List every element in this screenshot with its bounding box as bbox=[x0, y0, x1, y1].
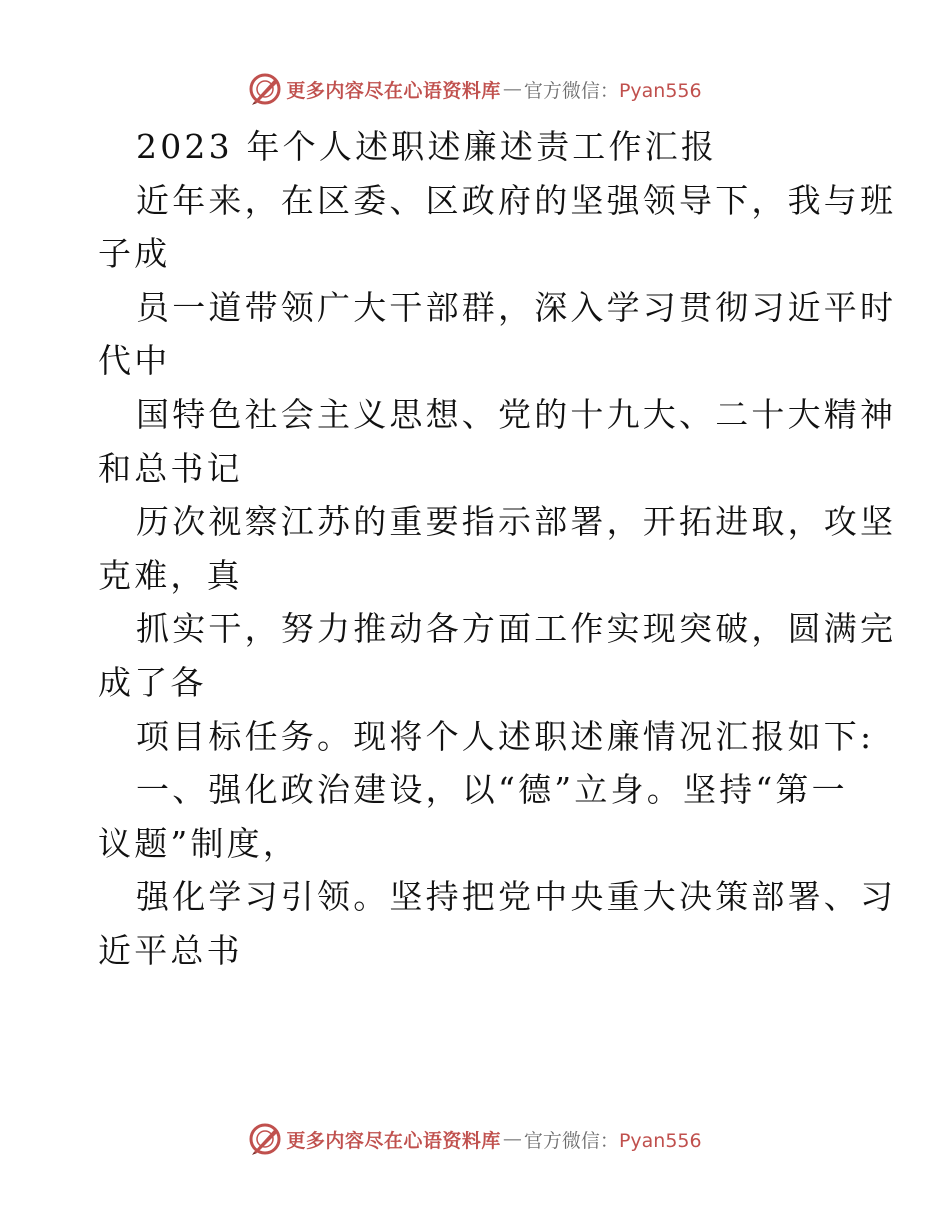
writing-pen-logo-icon bbox=[248, 1122, 282, 1156]
watermark-contact-id: Pyan556 bbox=[618, 1129, 702, 1152]
paragraph-line: 成了各 bbox=[98, 662, 207, 702]
paragraph-line: 代中 bbox=[98, 341, 171, 381]
watermark-text: 更多内容尽在心语资料库 bbox=[286, 1129, 501, 1152]
watermark-text: 更多内容尽在心语资料库 bbox=[286, 79, 501, 102]
watermark-separator: — bbox=[502, 1128, 522, 1150]
paragraph-line: 国特色社会主义思想、党的十九大、二十大精神 bbox=[136, 394, 897, 434]
writing-pen-logo-icon bbox=[248, 72, 282, 106]
watermark-contact-label: 官方微信： bbox=[523, 1129, 619, 1152]
paragraph-line: 员一道带领广大干部群，深入学习贯彻习近平时 bbox=[136, 287, 897, 327]
paragraph-line: 项目标任务。现将个人述职述廉情况汇报如下: bbox=[136, 716, 875, 756]
footer-watermark bbox=[0, 1122, 950, 1156]
paragraph-line: 历次视察江苏的重要指示部署，开拓进取，攻坚 bbox=[136, 502, 897, 542]
paragraph-line: 近年来，在区委、区政府的坚强领导下，我与班 bbox=[136, 180, 897, 220]
document-body bbox=[98, 120, 897, 978]
paragraph-line: 强化学习引领。坚持把党中央重大决策部署、习 bbox=[136, 877, 897, 917]
watermark-separator: — bbox=[502, 78, 522, 100]
paragraph-line: 近平总书 bbox=[98, 930, 243, 970]
paragraph-line: 克难，真 bbox=[98, 555, 243, 595]
document-title: 2023 年个人述职述廉述责工作汇报 bbox=[136, 127, 718, 166]
watermark-contact-id: Pyan556 bbox=[618, 79, 702, 102]
paragraph-line: 子成 bbox=[98, 234, 171, 274]
watermark-contact bbox=[524, 76, 702, 103]
watermark-contact bbox=[524, 1126, 702, 1153]
paragraph-line: 抓实干，努力推动各方面工作实现突破，圆满完 bbox=[136, 609, 897, 649]
paragraph-line: 和总书记 bbox=[98, 448, 243, 488]
watermark-contact-label: 官方微信： bbox=[523, 79, 619, 102]
paragraph-line: 议题”制度， bbox=[98, 823, 300, 863]
section-heading-line: 一、强化政治建设，以“德”立身。坚持“第一 bbox=[136, 770, 848, 810]
header-watermark bbox=[0, 72, 950, 106]
